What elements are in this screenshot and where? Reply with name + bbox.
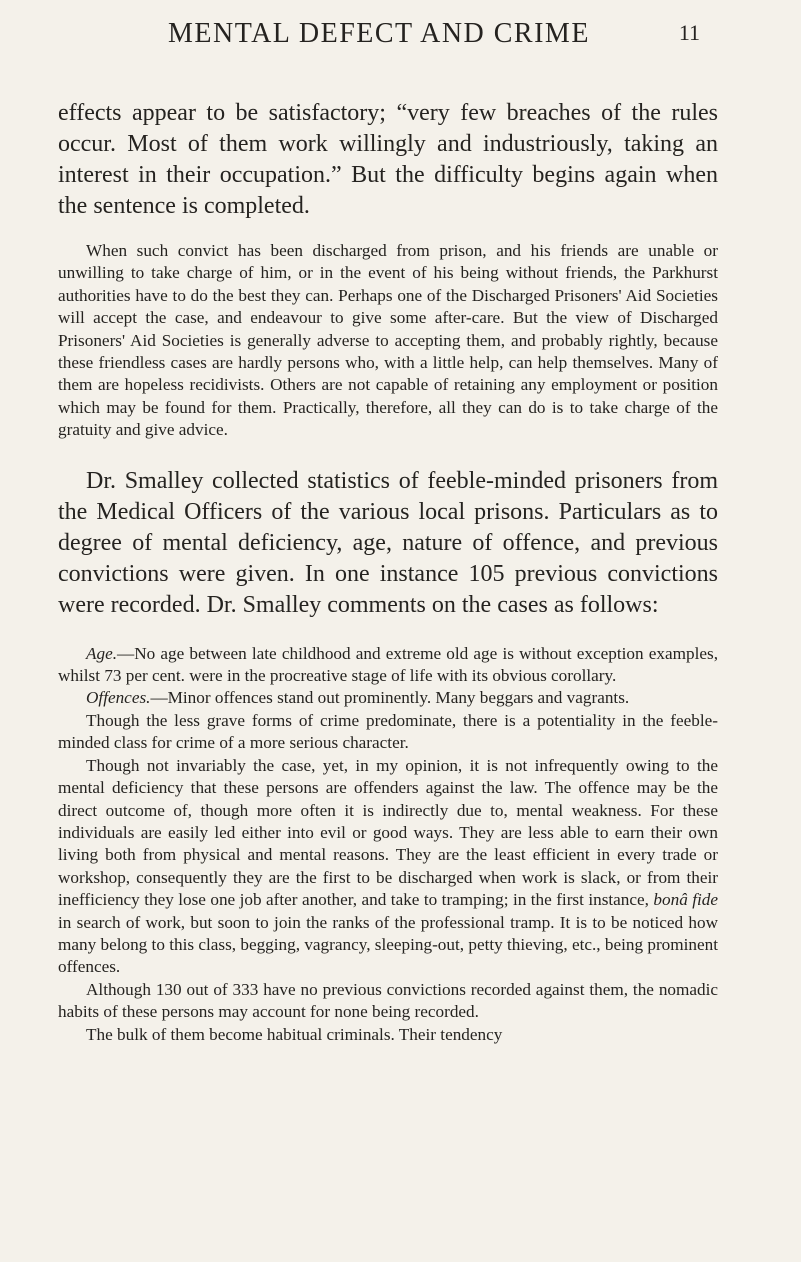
paragraph-continuation: effects appear to be satisfactory; “very few breaches of the rules occur. Most of them work willingly and industriously, taking an interest in their occupation.” But the difficulty begins again when the sentence is completed. [58,100,718,219]
paragraph-smalley-statistics: Dr. Smalley collected statistics of feeble-minded prisoners from the Medical Officers of the various local prisons. Particulars as to degree of mental deficiency, age, nature of offence, and previous convictions were given. In one instance 105 previous convictions were recorded. Dr. Smalley comments on the cases as follows: [58,467,718,618]
paragraph-offences [58,687,718,709]
paragraph-less-grave: Though the less grave forms of crime predominate, there is a potentiality in the feeble-minded class for crime of a more serious character. [58,710,718,753]
bona-fide-italic: bonâ fide [653,890,718,910]
offences-label: Offences. [86,688,151,708]
offences-text: —Minor offences stand out prominently. Many beggars and vagrants. [150,688,630,708]
paragraph-discharge: When such convict has been discharged from prison, and his friends are unable or unwilling to take charge of him, or in the event of his being without friends, the Parkhurst authorities have to do the best they can. Perhaps one of the Discharged Prisoners' Aid Societies will accept the case, and endeavour to give some after-care. But the view of Discharged Prisoners' Aid Societies is generally adverse to accepting them, and probably rightly, because these friendless cases are hardly persons who, with a little help, can help themselves. Many of them are hopeless recidivists. Others are not capable of retaining any employment or position which may be found for them. Practically, therefore, all they can do is to take charge of the gratuity and give advice. [58,241,718,440]
running-head [58,18,718,68]
paragraph-mental-deficiency [58,755,718,979]
page-number: 11 [678,20,700,45]
running-title: MENTAL DEFECT AND CRIME [168,18,590,49]
book-page [58,18,718,1046]
age-label: Age. [86,643,118,663]
paragraph-age [58,643,718,688]
mental-deficiency-text-a: Though not invariably the case, yet, in my opinion, it is not infrequently owing to the mental deficiency that these persons are offenders against the law. The offence may be the direct outcome of, though more often it is indirectly due to, mental weakness. For these individuals are easily led either into evil or good ways. They are less able to earn their own living both from physical and mental reasons. They are the least efficient in every trade or workshop, consequently they are the first to be discharged when work is slack, or from their inefficiency they lose one job after another, and take to tramping; in the first instance, [58,755,718,910]
paragraph-habitual: The bulk of them become habitual criminals. Their tendency [86,1024,503,1044]
paragraph-convictions: Although 130 out of 333 have no previous convictions recorded against them, the nomadic habits of these persons may account for none being recorded. [58,979,718,1022]
age-text: —No age between late childhood and extreme old age is without exception examples, whilst 73 per cent. were in the procreative stage of life with its obvious corollary. [58,643,718,686]
mental-deficiency-text-b: in search of work, but soon to join the ranks of the professional tramp. It is to be noticed how many belong to this class, begging, vagrancy, sleeping-out, petty thieving, etc., being prominent offences. [58,912,718,977]
